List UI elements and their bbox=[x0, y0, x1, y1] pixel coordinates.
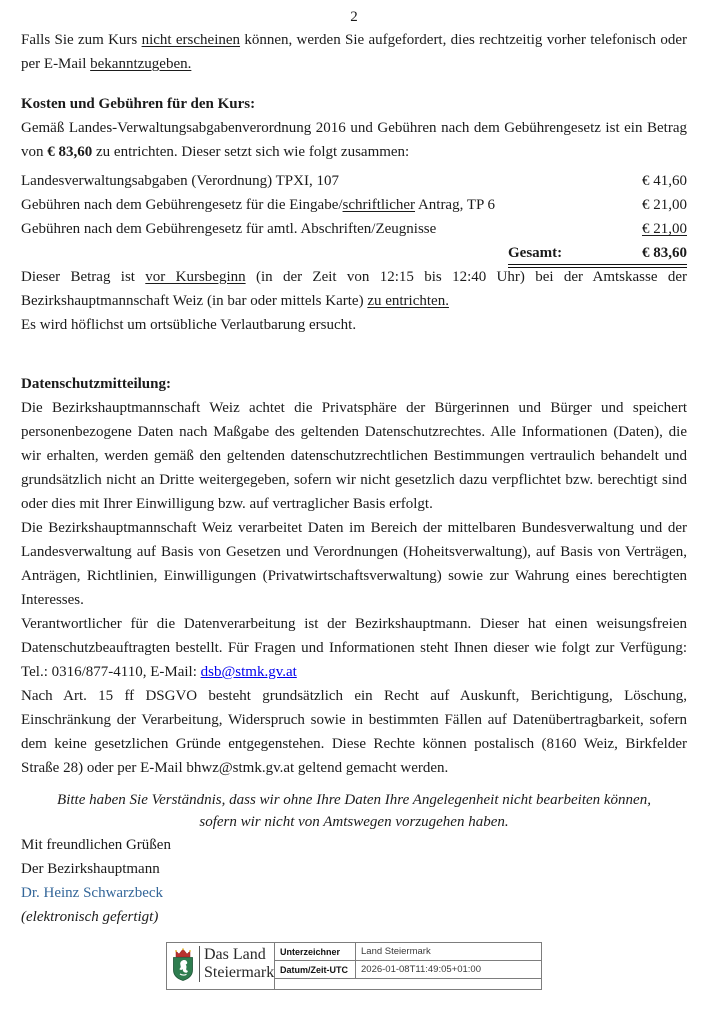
costs-intro-text: zu entrichten. Dieser setzt sich wie folgt zusammen: bbox=[92, 144, 410, 160]
fee-total bbox=[508, 242, 687, 265]
fee-row bbox=[21, 217, 687, 241]
fee-amount: € 21,00 bbox=[642, 197, 687, 213]
intro-underlined-phrase: bekanntzugeben. bbox=[90, 56, 192, 72]
signature-row-value: Land Steiermark bbox=[356, 943, 541, 961]
privacy-contact-text: Verantwortlicher für die Datenverarbeitung ist der Bezirkshauptmann. Dieser hat einen weisungsfreien Datenschutzbeauftragten bestellt. Für Fragen und Informationen steht Ihnen dieser wie folgt zur Verfügung: Tel.: 0316/877-4110, E-Mail: bbox=[21, 616, 687, 680]
steiermark-coat-of-arms-icon bbox=[171, 947, 195, 983]
privacy-paragraph-1: Die Bezirkshauptmannschaft Weiz achtet die Privatsphäre der Bürgerinnen und Bürger und speichert personenbezogene Daten nach Maßgabe des geltenden Datenschutzrechtes. Alle Informationen (Daten), die wir erhalten, werden gemäß den geltenden datenschutzrechtlichen Bestimmungen vertraulich behandelt und grundsätzlich nicht an Dritte weitergegeben, sofern wir nicht gesetzlich dazu verpflichtet bzw. berechtigt sind oder dies mit Ihrer Einwilligung bzw. auf vertraglicher Basis erfolgt. bbox=[21, 400, 687, 512]
signer-name: Dr. Heinz Schwarzbeck bbox=[21, 885, 164, 901]
payment-text: (in der Zeit von 12:15 bis 12:40 Uhr) bei der Amtskasse der Bezirkshauptmannschaft Weiz (in bar oder mittels Karte) bbox=[21, 269, 687, 309]
fee-row bbox=[21, 193, 687, 217]
intro-text: können, werden Sie aufgefordert, dies rechtzeitig vorher telefonisch oder per E-Mail bbox=[21, 32, 687, 72]
signature-row-value: 2026-01-08T11:49:05+01:00 bbox=[356, 961, 541, 979]
closing-greeting: Mit freundlichen Grüßen bbox=[21, 837, 171, 853]
intro-underlined-phrase: nicht erscheinen bbox=[141, 32, 241, 48]
fee-total-row bbox=[21, 242, 687, 265]
fee-table bbox=[21, 169, 687, 265]
payment-underlined-phrase: zu entrichten. bbox=[367, 293, 449, 309]
privacy-paragraph-4: Nach Art. 15 ff DSGVO besteht grundsätzlich ein Recht auf Auskunft, Berichtigung, Löschung, Einschränkung der Verarbeitung, Widerspruch sowie in bestimmten Fällen auf Datenübertragbarkeit, sofern dem keine gesetzlichen Gründe entgegenstehen. Diese Rechte können postalisch (8160 Weiz, Birkfelder Straße 28) oder per E-Mail bhwz@stmk.gv.at geltend gemacht werden. bbox=[21, 688, 687, 776]
page-number: 2 bbox=[350, 9, 358, 25]
costs-intro-paragraph bbox=[21, 116, 687, 164]
fee-label-text: Antrag, TP 6 bbox=[415, 197, 496, 213]
privacy-paragraph-3 bbox=[21, 612, 687, 684]
logo-line-2: Steiermark bbox=[204, 964, 275, 981]
costs-heading: Kosten und Gebühren für den Kurs: bbox=[21, 96, 256, 112]
intro-paragraph bbox=[21, 28, 687, 76]
fee-amount: € 41,60 bbox=[642, 173, 687, 189]
fee-total-amount: € 83,60 bbox=[642, 245, 687, 261]
electronic-signature-block bbox=[166, 942, 542, 990]
dsb-email-link[interactable]: dsb@stmk.gv.at bbox=[200, 664, 297, 680]
fee-label: Landesverwaltungsabgaben (Verordnung) TPXI, 107 bbox=[21, 173, 339, 189]
fee-label-underlined: schriftlicher bbox=[342, 197, 416, 213]
fee-label bbox=[21, 193, 495, 217]
total-amount-inline: € 83,60 bbox=[47, 144, 93, 160]
signature-logo-cell bbox=[167, 943, 275, 989]
payment-text: Dieser Betrag ist bbox=[21, 269, 146, 285]
understanding-note: Bitte haben Sie Verständnis, dass wir ohne Ihre Daten Ihre Angelegenheit nicht bearbeiten können, sofern wir nicht von Amtswegen vorzugehen haben. bbox=[57, 792, 651, 830]
fee-label-text: Gebühren nach dem Gebührengesetz für die Eingabe/ bbox=[21, 197, 343, 213]
signature-logo-wordmark bbox=[199, 946, 274, 982]
signature-row-label: Datum/Zeit-UTC bbox=[275, 961, 356, 979]
logo-line-1: Das Land bbox=[204, 946, 266, 963]
verlautbarung-paragraph: Es wird höflichst um ortsübliche Verlautbarung ersucht. bbox=[21, 317, 357, 333]
electronic-signature-note: (elektronisch gefertigt) bbox=[21, 909, 159, 925]
fee-total-label: Gesamt: bbox=[508, 245, 563, 261]
costs-intro-text: Gemäß Landes-Verwaltungsabgabenverordnung 2016 und Gebühren nach dem Gebührengesetz ist ein Betrag von bbox=[21, 120, 687, 160]
intro-text: Falls Sie zum Kurs bbox=[21, 32, 142, 48]
fee-amount-underlined: € 21,00 bbox=[642, 221, 687, 237]
payment-underlined-phrase: vor Kursbeginn bbox=[145, 269, 246, 285]
payment-paragraph bbox=[21, 265, 687, 313]
privacy-heading: Datenschutzmitteilung: bbox=[21, 376, 171, 392]
signature-details-table bbox=[275, 943, 541, 989]
closing-role: Der Bezirkshauptmann bbox=[21, 861, 160, 877]
privacy-paragraph-2: Die Bezirkshauptmannschaft Weiz verarbeitet Daten im Bereich der mittelbaren Bundesverwaltung und der Landesverwaltung auf Basis von Gesetzen und Verordnungen (Hoheitsverwaltung), auf Basis von Verträgen, Anträgen, Richtlinien, Einwilligungen (Privatwirtschaftsverwaltung) sowie zur Wahrung eines berechtigten Interesses. bbox=[21, 520, 687, 608]
fee-label: Gebühren nach dem Gebührengesetz für amtl. Abschriften/Zeugnisse bbox=[21, 221, 437, 237]
fee-row bbox=[21, 169, 687, 193]
signature-row-label: Unterzeichner bbox=[275, 943, 356, 961]
